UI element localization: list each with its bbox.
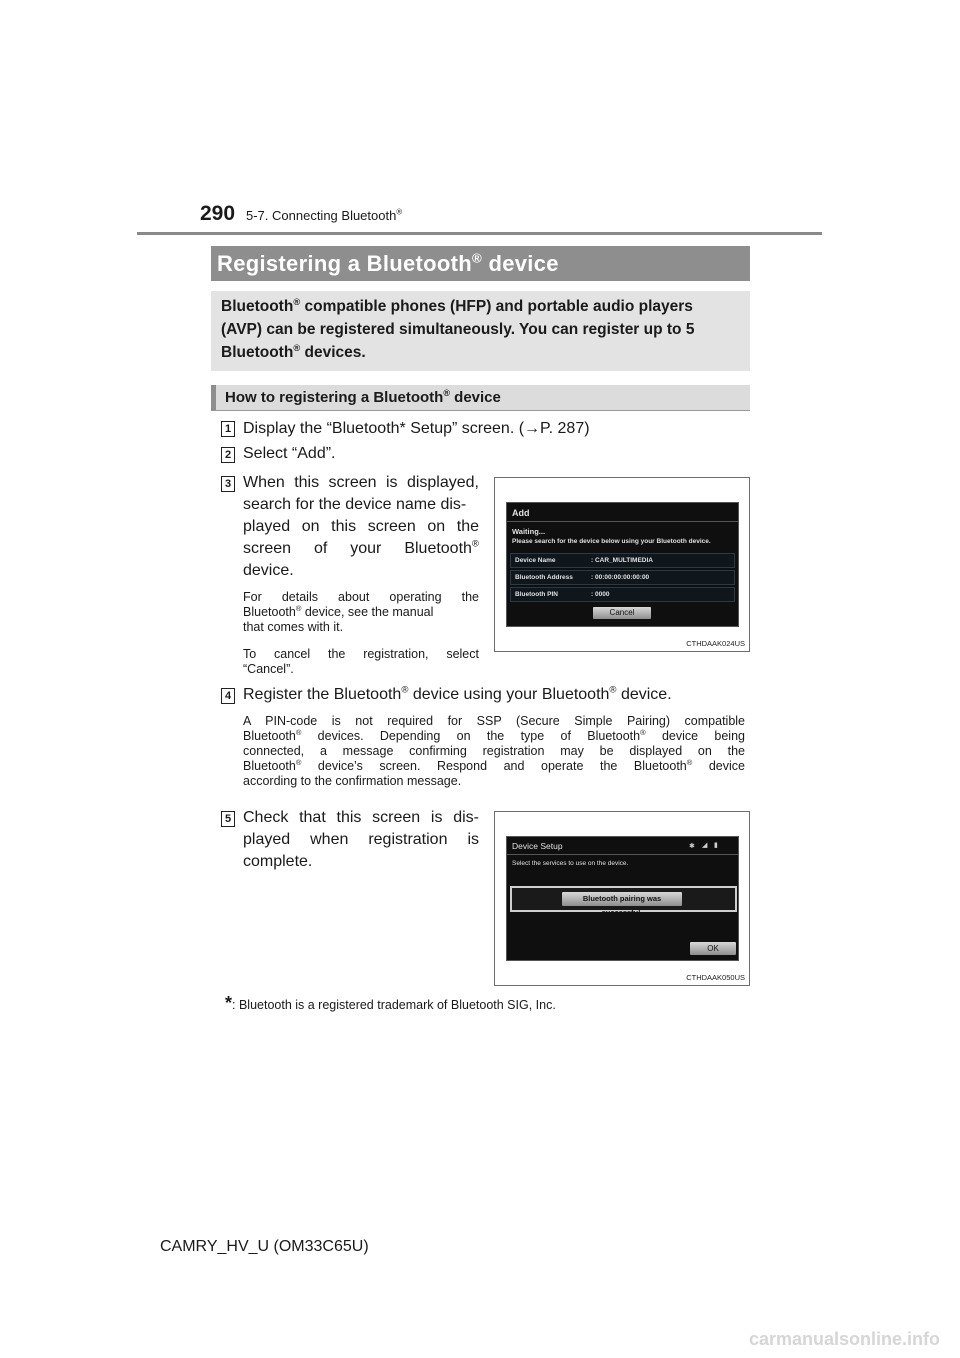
step-number-2: 2	[221, 447, 235, 463]
device-setup-display	[506, 836, 739, 961]
step-4-note: A PIN-code is not required for SSP (Secure Simple Pairing) compatible Bluetooth® devices. Depending on the type of Bluetooth® device being connected, a message confirming registration may be displayed on the Bluetooth® device’s screen. Respond and operate the Bluetooth® device according to the confirmation message.	[243, 714, 745, 788]
step-5-text: Check that this screen is dis- played when registration is complete.	[243, 809, 479, 870]
screen-instruction: Select the services to use on the device.	[512, 860, 629, 867]
figure-code: CTHDAAK024US	[686, 639, 745, 648]
bluetooth-icon: ✱	[689, 843, 695, 850]
step-2-text: Select “Add”.	[243, 445, 336, 462]
screen-title: Add	[512, 508, 530, 518]
step-number-3: 3	[221, 476, 235, 492]
model-code: CAMRY_HV_U (OM33C65U)	[160, 1238, 369, 1255]
screen-waiting: Waiting...	[512, 527, 546, 536]
section-reference: 5-7. Connecting Bluetooth®	[246, 207, 403, 223]
battery-icon: ▮	[714, 842, 718, 849]
header-rule	[137, 232, 822, 235]
popup-message: Bluetooth pairing was successful.	[562, 892, 682, 906]
screen-instruction: Please search for the device below using your Bluetooth device.	[512, 538, 711, 545]
step-3-text: When this screen is displayed, search for the device name dis- played on this screen on the screen of your Bluetooth® device.	[243, 474, 479, 579]
subheading: How to registering a Bluetooth® device	[211, 385, 750, 411]
row-device-name: Device Name : CAR_MULTIMEDIA	[510, 553, 735, 568]
add-screen-display	[506, 502, 739, 627]
ok-button[interactable]: OK	[690, 942, 736, 955]
watermark: carmanualsonline.info	[748, 1329, 940, 1349]
step-number-5: 5	[221, 811, 235, 827]
step-3-note-manual: For details about operating the Bluetooth® device, see the manual that comes with it.	[243, 590, 479, 634]
pairing-popup	[510, 886, 737, 917]
signal-icon: ◢	[702, 842, 708, 849]
screen-title: Device Setup	[512, 841, 563, 851]
figure-code: CTHDAAK050US	[686, 973, 745, 982]
footnote: *: Bluetooth is a registered trademark of Bluetooth SIG, Inc.	[225, 993, 556, 1013]
step-3-note-cancel: To cancel the registration, select “Cancel”.	[243, 647, 479, 676]
intro-summary: Bluetooth® compatible phones (HFP) and portable audio players (AVP) can be registered simultaneously. You can register up to 5 Bluetooth® devices.	[211, 291, 750, 371]
step-number-4: 4	[221, 688, 235, 704]
row-bluetooth-address: Bluetooth Address : 00:00:00:00:00:00	[510, 570, 735, 585]
section-title: Registering a Bluetooth® device	[211, 246, 750, 281]
step-number-1: 1	[221, 421, 235, 437]
step-1-text: Display the “Bluetooth* Setup” screen. (→P. 287)	[243, 420, 590, 437]
page-number: 290	[200, 202, 236, 225]
row-bluetooth-pin: Bluetooth PIN : 0000	[510, 587, 735, 602]
figure-device-setup-screen	[494, 811, 750, 986]
cancel-button[interactable]: Cancel	[593, 607, 651, 619]
step-4-text: Register the Bluetooth® device using your Bluetooth® device.	[243, 684, 672, 703]
figure-add-screen	[494, 477, 750, 652]
